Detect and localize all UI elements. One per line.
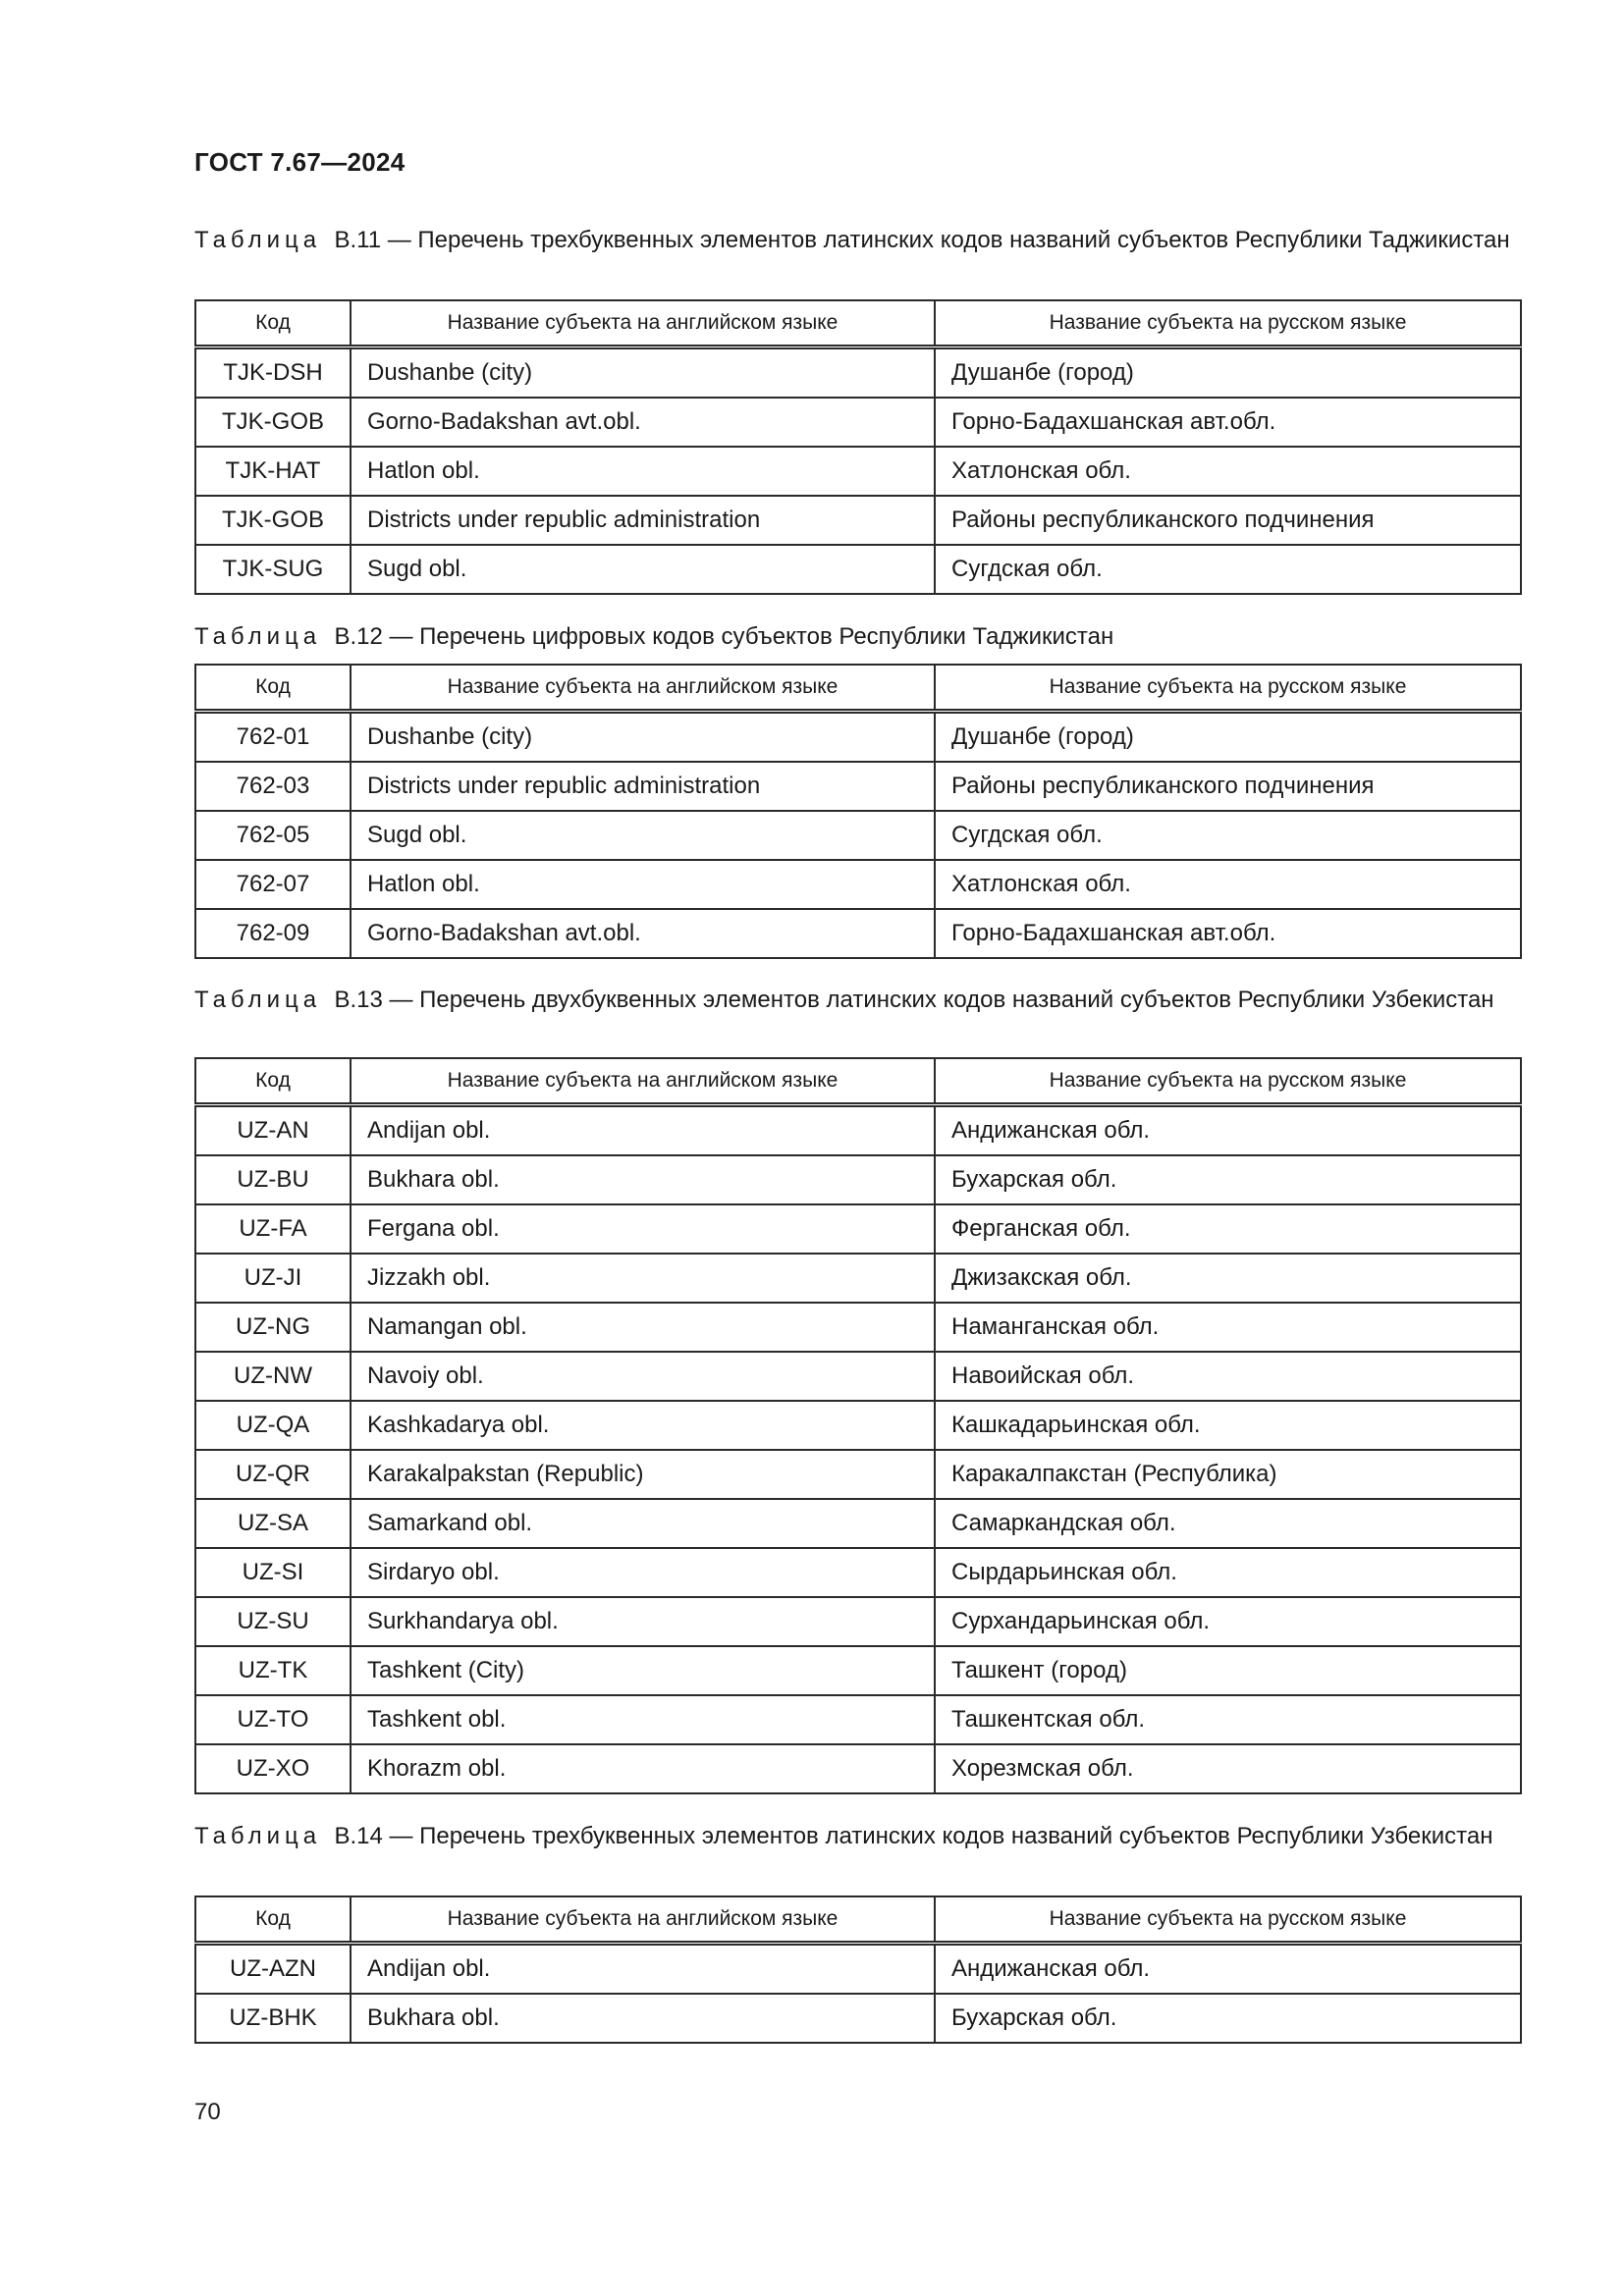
header-english: Название субъекта на английском языке <box>351 300 935 347</box>
table-caption-b12 <box>194 622 1520 652</box>
table-row <box>195 1597 1521 1646</box>
cell-russian: Бухарская обл. <box>935 1994 1521 2043</box>
table-row <box>195 1450 1521 1499</box>
table-row <box>195 860 1521 909</box>
header-english: Название субъекта на английском языке <box>351 1896 935 1944</box>
table-row <box>195 1254 1521 1303</box>
caption-text: В.11 — Перечень трехбуквенных элементов латинских кодов названий субъектов Республики Таджикистан <box>334 227 1510 253</box>
header-code: Код <box>195 1058 351 1105</box>
cell-russian: Джизакская обл. <box>935 1254 1521 1303</box>
cell-code: UZ-SA <box>195 1499 351 1548</box>
cell-code: UZ-TK <box>195 1646 351 1695</box>
caption-text: В.12 — Перечень цифровых кодов субъектов Республики Таджикистан <box>334 623 1114 650</box>
cell-english: Gorno-Badakshan avt.obl. <box>351 398 935 447</box>
cell-code: 762-03 <box>195 762 351 811</box>
table-row <box>195 496 1521 545</box>
header-english: Название субъекта на английском языке <box>351 665 935 712</box>
cell-english: Sugd obl. <box>351 811 935 860</box>
cell-english: Andijan obl. <box>351 1105 935 1156</box>
cell-code: TJK-SUG <box>195 545 351 594</box>
cell-code: 762-05 <box>195 811 351 860</box>
cell-english: Sirdaryo obl. <box>351 1548 935 1597</box>
table-header-row <box>195 1058 1521 1105</box>
cell-english: Andijan obl. <box>351 1944 935 1995</box>
cell-english: Namangan obl. <box>351 1303 935 1352</box>
cell-english: Samarkand obl. <box>351 1499 935 1548</box>
cell-code: TJK-GOB <box>195 496 351 545</box>
page-number: 70 <box>194 2099 221 2125</box>
cell-code: 762-09 <box>195 909 351 958</box>
cell-english: Bukhara obl. <box>351 1994 935 2043</box>
table-row <box>195 398 1521 447</box>
table-caption-b13 <box>194 986 1520 1015</box>
cell-english: Dushanbe (city) <box>351 712 935 763</box>
cell-code: UZ-JI <box>195 1254 351 1303</box>
caption-label: Таблица <box>194 227 322 253</box>
cell-code: UZ-FA <box>195 1204 351 1254</box>
header-russian: Название субъекта на русском языке <box>935 300 1521 347</box>
table-b13 <box>194 1057 1522 1794</box>
cell-code: UZ-AN <box>195 1105 351 1156</box>
cell-english: Kashkadarya obl. <box>351 1401 935 1450</box>
table-row <box>195 1499 1521 1548</box>
table-row <box>195 447 1521 496</box>
cell-russian: Хатлонская обл. <box>935 447 1521 496</box>
cell-code: 762-07 <box>195 860 351 909</box>
cell-russian: Сурхандарьинская обл. <box>935 1597 1521 1646</box>
cell-code: 762-01 <box>195 712 351 763</box>
table-row <box>195 811 1521 860</box>
cell-code: UZ-QR <box>195 1450 351 1499</box>
table-row <box>195 347 1521 399</box>
table-row <box>195 1944 1521 1995</box>
cell-russian: Душанбе (город) <box>935 347 1521 399</box>
cell-russian: Ташкент (город) <box>935 1646 1521 1695</box>
cell-code: TJK-GOB <box>195 398 351 447</box>
cell-code: UZ-XO <box>195 1744 351 1793</box>
caption-text: В.13 — Перечень двухбуквенных элементов латинских кодов названий субъектов Республики Узбекистан <box>334 987 1494 1013</box>
cell-code: UZ-NG <box>195 1303 351 1352</box>
table-row <box>195 909 1521 958</box>
cell-english: Dushanbe (city) <box>351 347 935 399</box>
header-english: Название субъекта на английском языке <box>351 1058 935 1105</box>
caption-label: Таблица <box>194 623 322 650</box>
cell-english: Karakalpakstan (Republic) <box>351 1450 935 1499</box>
table-header-row <box>195 665 1521 712</box>
cell-code: UZ-SU <box>195 1597 351 1646</box>
header-russian: Название субъекта на русском языке <box>935 665 1521 712</box>
cell-english: Hatlon obl. <box>351 447 935 496</box>
cell-russian: Сугдская обл. <box>935 545 1521 594</box>
cell-russian: Хатлонская обл. <box>935 860 1521 909</box>
table-header-row <box>195 300 1521 347</box>
cell-code: TJK-HAT <box>195 447 351 496</box>
cell-russian: Сырдарьинская обл. <box>935 1548 1521 1597</box>
cell-english: Tashkent (City) <box>351 1646 935 1695</box>
table-row <box>195 1548 1521 1597</box>
header-code: Код <box>195 1896 351 1944</box>
cell-russian: Ферганская обл. <box>935 1204 1521 1254</box>
header-russian: Название субъекта на русском языке <box>935 1058 1521 1105</box>
cell-english: Districts under republic administration <box>351 762 935 811</box>
cell-russian: Бухарская обл. <box>935 1155 1521 1204</box>
cell-russian: Горно-Бадахшанская авт.обл. <box>935 909 1521 958</box>
table-row <box>195 1401 1521 1450</box>
table-row <box>195 1744 1521 1793</box>
table-row <box>195 1352 1521 1401</box>
cell-russian: Ташкентская обл. <box>935 1695 1521 1744</box>
table-row <box>195 545 1521 594</box>
table-row <box>195 712 1521 763</box>
cell-russian: Навоийская обл. <box>935 1352 1521 1401</box>
caption-text: В.14 — Перечень трехбуквенных элементов латинских кодов названий субъектов Республики Узбекистан <box>334 1823 1493 1849</box>
cell-russian: Каракалпакстан (Республика) <box>935 1450 1521 1499</box>
table-row <box>195 1994 1521 2043</box>
table-row <box>195 762 1521 811</box>
cell-code: UZ-TO <box>195 1695 351 1744</box>
cell-russian: Андижанская обл. <box>935 1105 1521 1156</box>
cell-english: Sugd obl. <box>351 545 935 594</box>
cell-russian: Хорезмская обл. <box>935 1744 1521 1793</box>
cell-russian: Сугдская обл. <box>935 811 1521 860</box>
cell-russian: Районы республиканского подчинения <box>935 496 1521 545</box>
cell-english: Khorazm obl. <box>351 1744 935 1793</box>
table-caption-b14 <box>194 1822 1520 1851</box>
table-row <box>195 1105 1521 1156</box>
cell-russian: Наманганская обл. <box>935 1303 1521 1352</box>
cell-english: Surkhandarya obl. <box>351 1597 935 1646</box>
table-row <box>195 1646 1521 1695</box>
cell-english: Hatlon obl. <box>351 860 935 909</box>
cell-english: Districts under republic administration <box>351 496 935 545</box>
table-b12 <box>194 664 1522 959</box>
cell-code: UZ-NW <box>195 1352 351 1401</box>
table-b14 <box>194 1896 1522 2044</box>
cell-code: UZ-BU <box>195 1155 351 1204</box>
header-code: Код <box>195 665 351 712</box>
table-b11 <box>194 299 1522 595</box>
header-code: Код <box>195 300 351 347</box>
cell-code: UZ-SI <box>195 1548 351 1597</box>
table-header-row <box>195 1896 1521 1944</box>
cell-russian: Районы республиканского подчинения <box>935 762 1521 811</box>
cell-code: UZ-AZN <box>195 1944 351 1995</box>
cell-code: TJK-DSH <box>195 347 351 399</box>
header-russian: Название субъекта на русском языке <box>935 1896 1521 1944</box>
caption-label: Таблица <box>194 1823 322 1849</box>
table-caption-b11 <box>194 226 1520 255</box>
cell-russian: Душанбе (город) <box>935 712 1521 763</box>
cell-code: UZ-QA <box>195 1401 351 1450</box>
cell-russian: Кашкадарьинская обл. <box>935 1401 1521 1450</box>
cell-english: Gorno-Badakshan avt.obl. <box>351 909 935 958</box>
cell-english: Navoiy obl. <box>351 1352 935 1401</box>
cell-russian: Самаркандская обл. <box>935 1499 1521 1548</box>
cell-english: Bukhara obl. <box>351 1155 935 1204</box>
table-row <box>195 1303 1521 1352</box>
table-row <box>195 1695 1521 1744</box>
cell-russian: Андижанская обл. <box>935 1944 1521 1995</box>
cell-english: Jizzakh obl. <box>351 1254 935 1303</box>
page-header: ГОСТ 7.67—2024 <box>194 147 406 177</box>
cell-english: Fergana obl. <box>351 1204 935 1254</box>
table-row <box>195 1155 1521 1204</box>
cell-code: UZ-BHK <box>195 1994 351 2043</box>
table-row <box>195 1204 1521 1254</box>
caption-label: Таблица <box>194 987 322 1013</box>
cell-english: Tashkent obl. <box>351 1695 935 1744</box>
cell-russian: Горно-Бадахшанская авт.обл. <box>935 398 1521 447</box>
